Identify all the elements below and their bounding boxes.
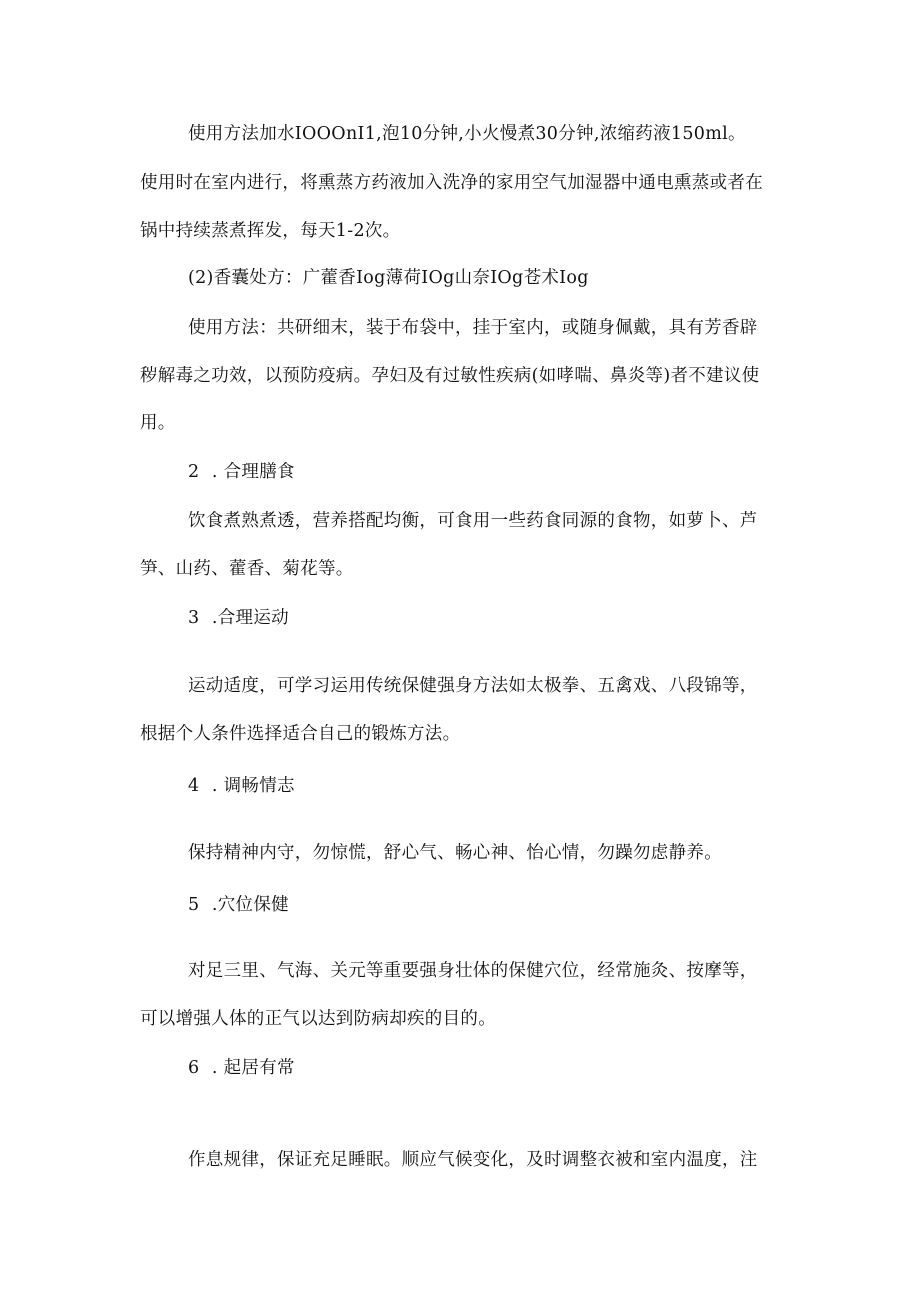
section-number: 5	[188, 895, 200, 915]
diet-body-line-1: 饮食煮熟煮透，营养搭配均衡，可食用一些药食同源的食物，如萝卜、芦	[188, 511, 758, 531]
section-title: . 调畅情志	[206, 776, 295, 796]
exercise-body-line-1: 运动适度，可学习运用传统保健强身方法如太极拳、五禽戏、八段锦等，	[188, 676, 758, 696]
section-heading-emotion	[188, 774, 295, 798]
section-title: .穴位保健	[206, 895, 289, 915]
section-title: . 起居有常	[206, 1058, 295, 1078]
section-number: 6	[188, 1058, 200, 1078]
section-heading-exercise	[188, 606, 289, 630]
section-title: . 合理膳食	[206, 462, 295, 482]
sachet-usage-line-2: 秽解毒之功效，以预防疫病。孕妇及有过敏性疾病(如哮喘、鼻炎等)者不建议使	[140, 366, 760, 386]
fumigation-usage-line-2: 使用时在室内进行，将熏蒸方药液加入洗净的家用空气加湿器中通电熏蒸或者在	[140, 173, 763, 193]
section-title: .合理运动	[206, 608, 289, 628]
section-number: 4	[188, 776, 200, 796]
fumigation-usage-line-3: 锅中持续蒸煮挥发，每天1-2次。	[140, 221, 401, 241]
diet-body-line-2: 笋、山药、藿香、菊花等。	[140, 559, 354, 579]
section-heading-diet	[188, 460, 295, 484]
sachet-prescription: (2)香囊处方：广藿香Iog薄荷IOg山奈IOg苍术Iog	[188, 268, 589, 288]
section-number: 2	[188, 462, 200, 482]
emotion-body-line-1: 保持精神内守，勿惊慌，舒心气、畅心神、怡心情，勿躁勿虑静养。	[188, 843, 722, 863]
routine-body-line-1: 作息规律，保证充足睡眠。顺应气候变化，及时调整衣被和室内温度，注	[188, 1150, 758, 1170]
section-heading-acupoint	[188, 893, 289, 917]
acupoint-body-line-2: 可以增强人体的正气以达到防病却疾的目的。	[140, 1009, 496, 1029]
fumigation-usage-line-1: 使用方法加水IOOOnI1,泡10分钟,小火慢煮30分钟,浓缩药液150ml。	[188, 124, 746, 144]
section-heading-routine	[188, 1056, 295, 1080]
acupoint-body-line-1: 对足三里、气海、关元等重要强身壮体的保健穴位，经常施灸、按摩等，	[188, 961, 758, 981]
exercise-body-line-2: 根据个人条件选择适合自己的锻炼方法。	[140, 724, 461, 744]
sachet-usage-line-1: 使用方法：共研细末，装于布袋中，挂于室内，或随身佩戴，具有芳香辟	[188, 318, 758, 338]
section-number: 3	[188, 608, 200, 628]
sachet-usage-line-3: 用。	[140, 413, 176, 433]
